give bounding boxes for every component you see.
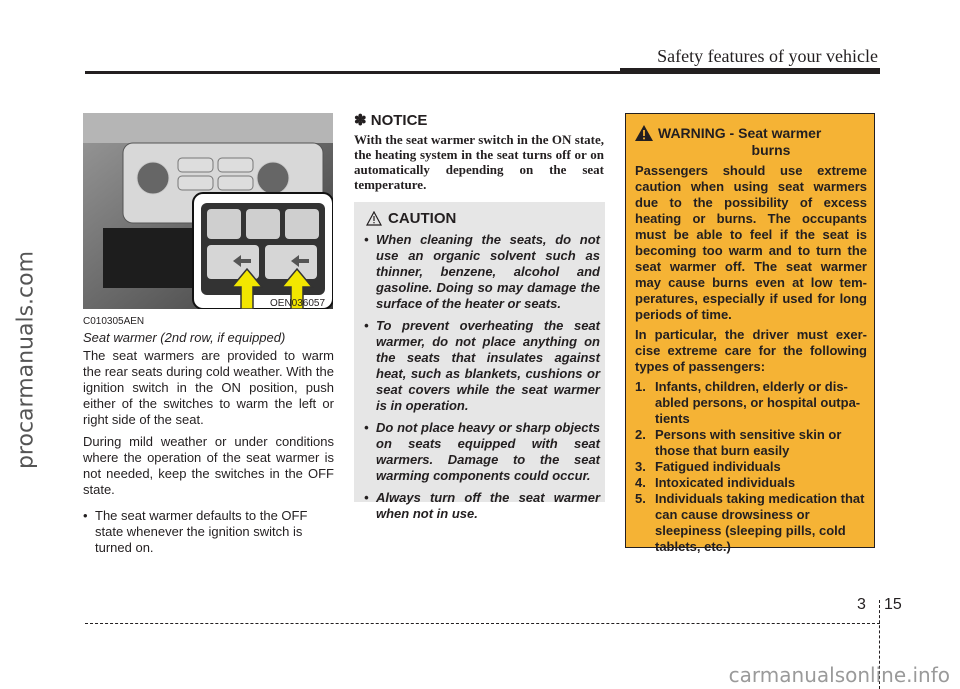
- caution-text: To prevent overheating the seat warmer, do not place anything on the seats that insulates against heat, such as blankets, cushions or seat covers while the seat warmer is in operation.: [376, 318, 600, 413]
- warning-body: [635, 163, 867, 555]
- seat-warmer-illustration: [83, 113, 333, 309]
- chapter-number: 3: [857, 596, 866, 613]
- footer-watermark: carmanualsonline.info: [728, 663, 950, 687]
- header-rule-accent: [620, 68, 880, 74]
- paragraph: The seat warmers are provided to warm the rear seats during cold weather. With the ignition switch in the ON position, push either of the switches to warm the left or right side of the seat.: [83, 348, 334, 427]
- list-number: 2.: [635, 427, 646, 442]
- list-item: [635, 475, 867, 491]
- section-body: [83, 348, 334, 556]
- bullet-icon: •: [364, 232, 369, 247]
- list-item: [635, 379, 867, 427]
- caution-text: When cleaning the seats, do not use an organic solvent such as thinner, benzene, alcohol and gasoline. Doing so may damage the surface of the heater or seats.: [376, 232, 600, 311]
- warning-title: WARNING - Seat warmer: [658, 125, 822, 141]
- warning-title-line2: burns: [751, 142, 791, 158]
- warning-triangle-icon: [634, 124, 654, 142]
- warning-box: [625, 113, 875, 554]
- bullet-icon: •: [364, 420, 369, 435]
- list-item: [364, 420, 600, 484]
- list-text: Persons with sensitive skin or those that burn easily: [655, 427, 842, 458]
- caution-text: Always turn off the seat warmer when not in use.: [376, 490, 600, 521]
- list-item: [364, 490, 600, 522]
- notice-body: With the seat warmer switch in the ON state, the heating system in the seat turns off or on automatically depending on the seat temperature.: [354, 132, 604, 192]
- list-item: [635, 491, 867, 555]
- warning-list: [635, 379, 867, 555]
- bullet-text: The seat warmer defaults to the OFF state whenever the ignition switch is turned on.: [95, 508, 308, 555]
- bullet-icon: •: [83, 508, 88, 523]
- list-number: 4.: [635, 475, 646, 490]
- paragraph: In particular, the driver must exer-cise extreme care for the following types of passengers:: [635, 327, 867, 374]
- page-number: 15: [884, 596, 902, 613]
- caution-list: [364, 232, 600, 528]
- list-text: Infants, children, elderly or dis-abled persons, or hospital outpa-tients: [655, 379, 861, 426]
- footer-rule: [85, 623, 880, 624]
- paragraph: Passengers should use extreme caution when using seat warmers due to the possibility of excess heating or burns. The occupants must be able to feel if the seat is becoming too warm and to turn the seat warmer off. The seat warmer may cause burns even at low tem-peratures, especially if used for long periods of time.: [635, 163, 867, 322]
- list-item: [83, 508, 334, 556]
- list-item: [364, 232, 600, 312]
- section-code: C010305AEN: [83, 316, 145, 327]
- list-text: Fatigued individuals: [655, 459, 781, 474]
- list-item: [635, 427, 867, 459]
- list-item: [364, 318, 600, 414]
- list-number: 3.: [635, 459, 646, 474]
- caution-box: [354, 202, 605, 521]
- list-number: 1.: [635, 379, 646, 394]
- side-watermark: [6, 70, 46, 650]
- list-text: Intoxicated individuals: [655, 475, 796, 490]
- list-item: [635, 459, 867, 475]
- warning-triangle-icon: [366, 211, 382, 226]
- paragraph: During mild weather or under conditions where the operation of the seat warmer is not needed, keep the switches in the OFF state.: [83, 434, 334, 497]
- warning-heading: [634, 124, 868, 158]
- side-watermark-text: procarmanuals.com: [13, 250, 39, 470]
- section-title: Seat warmer (2nd row, if equipped): [83, 330, 286, 345]
- list-number: 5.: [635, 491, 646, 506]
- seat-warmer-photo: [83, 113, 333, 309]
- list-text: Individuals taking medication that can cause drowsiness or sleepiness (sleeping pills, cold tablets, etc.): [655, 491, 865, 554]
- caution-text: Do not place heavy or sharp objects on seats equipped with seat warmers. Damage to the seat warming components could occur.: [376, 420, 600, 483]
- notice-title: [354, 111, 427, 129]
- caution-title: CAUTION: [388, 210, 457, 227]
- notice-symbol-icon: ✽: [354, 112, 367, 129]
- header-title: Safety features of your vehicle: [657, 46, 878, 66]
- notice-title-text: NOTICE: [370, 112, 428, 129]
- figure-caption: OEN036057: [270, 298, 326, 309]
- bullet-icon: •: [364, 490, 369, 505]
- caution-heading: [366, 210, 456, 227]
- bullet-icon: •: [364, 318, 369, 333]
